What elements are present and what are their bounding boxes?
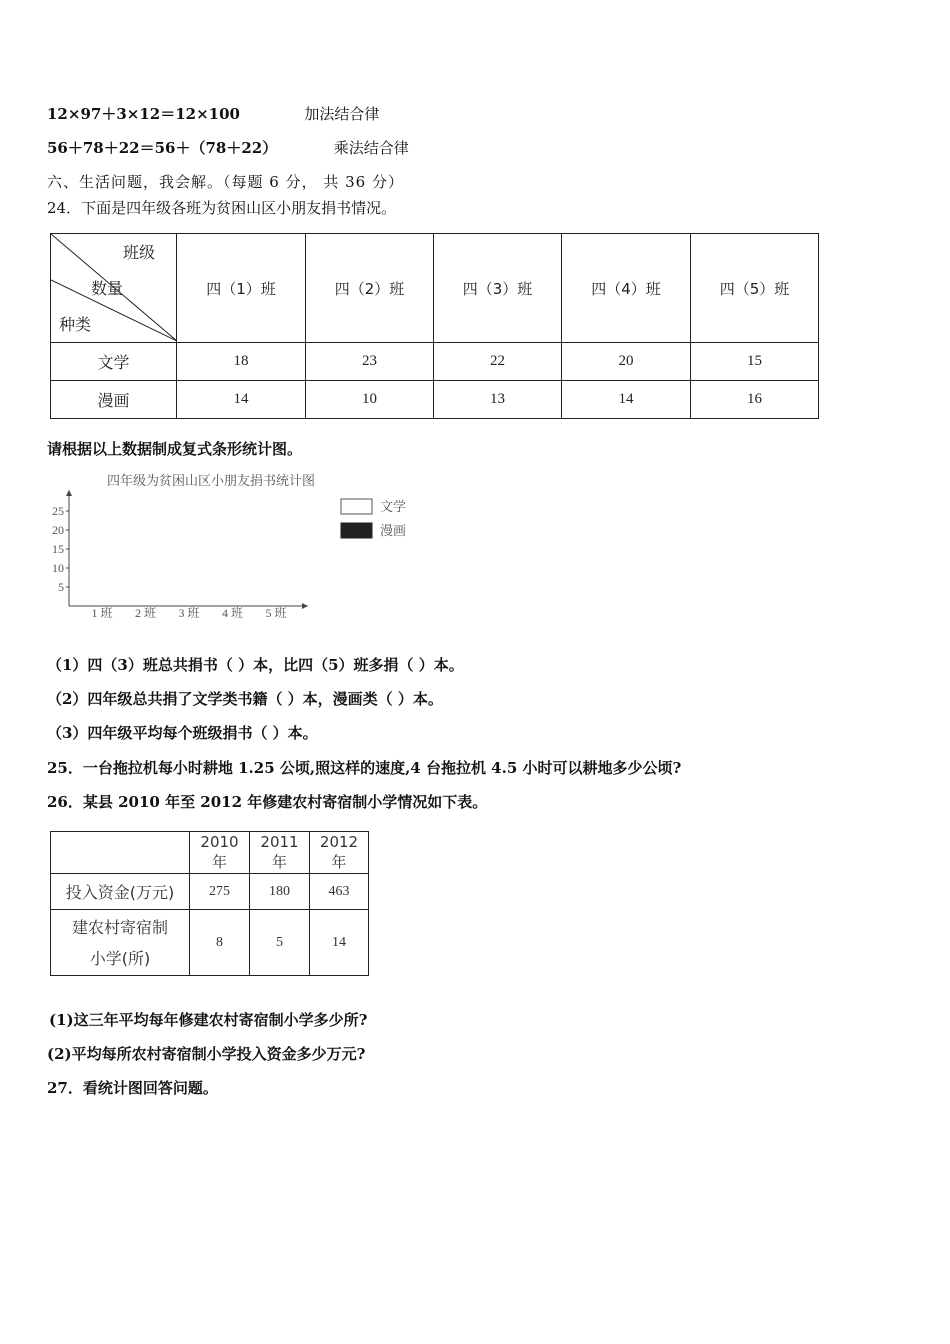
table-header-row (51, 832, 369, 874)
corner-label-category: 种类 (59, 315, 92, 334)
table-cell: 8 (190, 910, 250, 976)
x-tick-label: 1 班 (91, 606, 113, 620)
x-axis-arrow (302, 603, 308, 609)
equation-line-2 (47, 137, 409, 158)
legend-label: 漫画 (380, 523, 407, 538)
x-tick-label: 2 班 (134, 606, 157, 620)
row-label-line: 小学(所) (89, 948, 151, 968)
question-24-3: （3）四年级平均每个班级捐书（ ）本。 (47, 724, 318, 742)
table-cell: 20 (562, 343, 691, 381)
table-row (51, 910, 369, 976)
row-label: 投入资金(万元) (51, 874, 190, 910)
donation-table (50, 233, 819, 419)
corner-label-quantity: 数量 (91, 279, 124, 298)
column-header: 四（4）班 (562, 234, 691, 343)
table-row (51, 381, 819, 419)
row-label (51, 910, 190, 976)
table-cell: 463 (310, 874, 369, 910)
column-header: 四（3）班 (434, 234, 562, 343)
table-cell: 15 (691, 343, 819, 381)
x-tick-label: 4 班 (221, 606, 244, 620)
legend-swatch-comics (341, 523, 372, 538)
corner-label-class: 班级 (123, 243, 156, 262)
y-tick-label: 25 (52, 504, 64, 518)
question-27: 27．看统计图回答问题。 (47, 1079, 218, 1097)
diagonal-header-cell (51, 234, 177, 343)
y-tick-group (52, 504, 69, 594)
blank-header-cell (51, 832, 190, 874)
x-tick-label: 5 班 (265, 606, 287, 620)
equation-expression: 12×97＋3×12＝12×100 (47, 105, 240, 123)
table-cell: 23 (306, 343, 434, 381)
law-label: 加法结合律 (304, 105, 380, 123)
chart-instruction: 请根据以上数据制成复式条形统计图。 (47, 440, 303, 458)
column-header: 四（1）班 (177, 234, 306, 343)
y-tick-label: 5 (58, 580, 64, 594)
table-row (51, 874, 369, 910)
legend-swatch-literature (341, 499, 372, 514)
question-26: 26．某县 2010 年至 2012 年修建农村寄宿制小学情况如下表。 (47, 793, 488, 811)
law-label: 乘法结合律 (333, 139, 409, 157)
table-cell: 16 (691, 381, 819, 419)
question-26-2: (2)平均每所农村寄宿制小学投入资金多少万元? (47, 1045, 366, 1063)
section-heading: 六、生活问题，我会解。（每题 6 分， 共 36 分） (47, 173, 404, 191)
year-header: 2012 年 (310, 832, 369, 874)
table-cell: 14 (562, 381, 691, 419)
question-26-1: (1)这三年平均每年修建农村寄宿制小学多少所? (49, 1011, 368, 1029)
chart-title: 四年级为贫困山区小朋友捐书统计图 (107, 473, 316, 488)
x-tick-label: 3 班 (178, 606, 200, 620)
y-tick-label: 20 (52, 523, 64, 537)
y-tick-label: 10 (52, 561, 64, 575)
row-label: 文学 (51, 343, 177, 381)
table-cell: 14 (310, 910, 369, 976)
bar-chart (40, 468, 440, 628)
equation-expression: 56＋78＋22＝56＋（78＋22） (47, 139, 278, 157)
question-24-1: （1）四（3）班总共捐书（ ）本，比四（5）班多捐（ ）本。 (47, 656, 464, 674)
table-cell: 5 (250, 910, 310, 976)
table-row (51, 343, 819, 381)
x-tick-group (91, 605, 286, 620)
year-header: 2010 年 (190, 832, 250, 874)
table-cell: 14 (177, 381, 306, 419)
legend-label: 文学 (380, 499, 407, 514)
y-axis-arrow (66, 490, 72, 496)
question-25: 25．一台拖拉机每小时耕地 1.25 公顷,照这样的速度,4 台拖拉机 4.5 小时可以耕地多少公顷? (47, 759, 682, 777)
school-construction-table (50, 831, 369, 976)
chart-axes (66, 490, 308, 609)
table-cell: 18 (177, 343, 306, 381)
column-header: 四（2）班 (306, 234, 434, 343)
table-cell: 180 (250, 874, 310, 910)
column-header: 四（5）班 (691, 234, 819, 343)
table-cell: 10 (306, 381, 434, 419)
row-label-line: 建农村寄宿制 (71, 917, 168, 937)
table-cell: 275 (190, 874, 250, 910)
year-header: 2011 年 (250, 832, 310, 874)
equation-line-1 (47, 103, 379, 124)
table-cell: 13 (434, 381, 562, 419)
row-label: 漫画 (51, 381, 177, 419)
question-24-2: （2）四年级总共捐了文学类书籍（ ）本，漫画类（ ）本。 (47, 690, 443, 708)
table-cell: 22 (434, 343, 562, 381)
legend (341, 499, 406, 538)
question-24: 24．下面是四年级各班为贫困山区小朋友捐书情况。 (47, 199, 397, 217)
y-tick-label: 15 (52, 542, 64, 556)
